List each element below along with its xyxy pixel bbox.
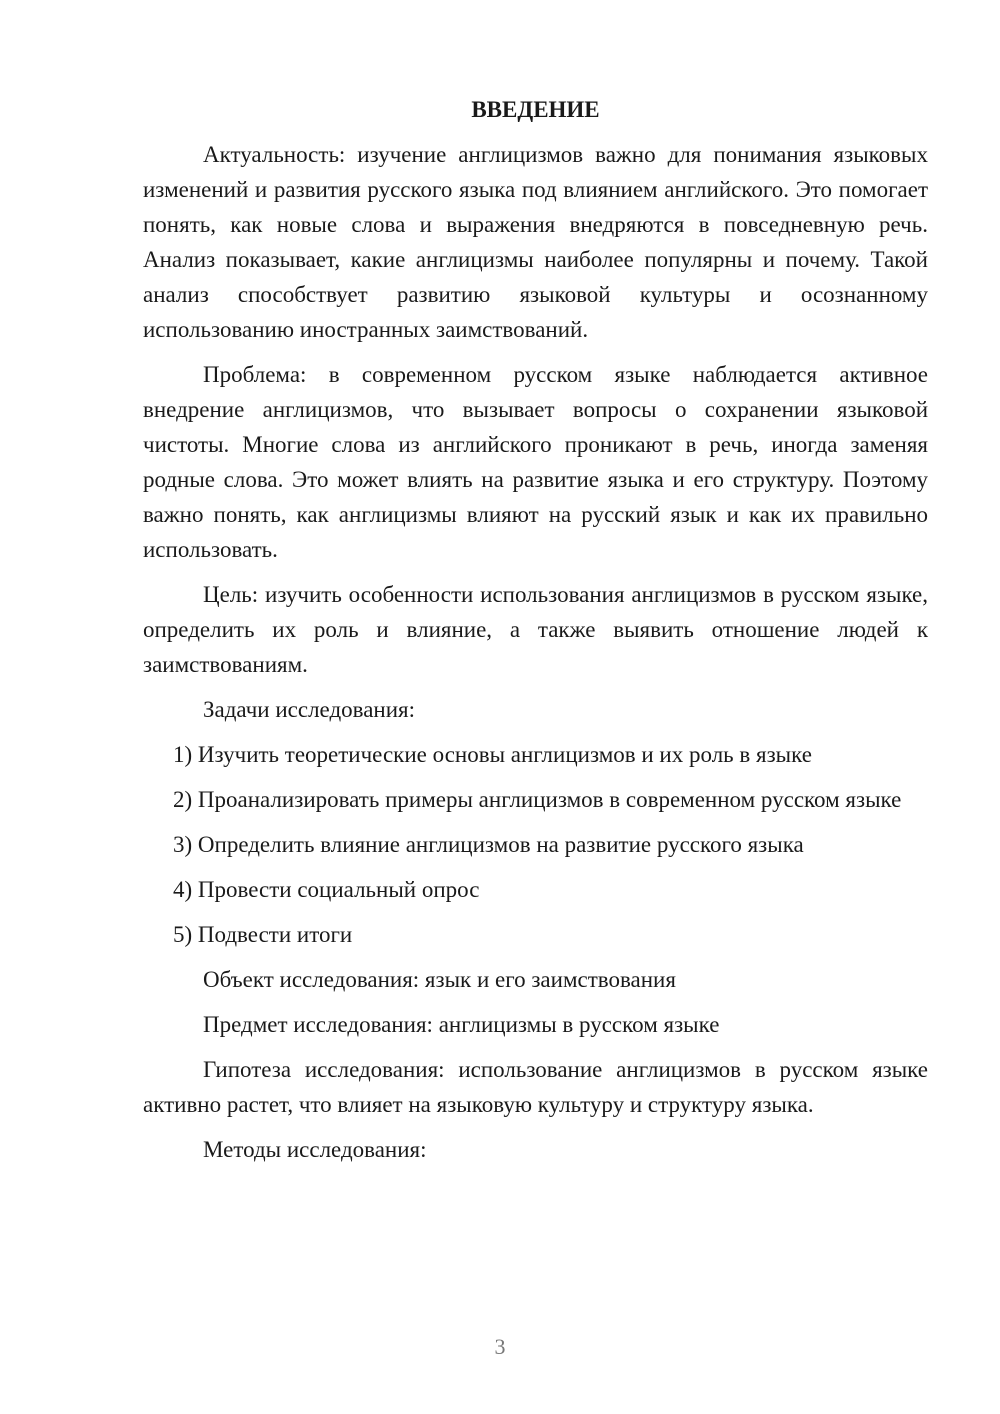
goal-paragraph: Цель: изучить особенности использования англицизмов в русском языке, определить их роль и влияние, а также выявить отношение людей к заимствованиям.: [143, 582, 928, 677]
list-item: 3) Определить влияние англицизмов на развитие русского языка: [173, 832, 804, 857]
object-paragraph: Объект исследования: язык и его заимствования: [203, 967, 676, 992]
problem-paragraph: Проблема: в современном русском языке наблюдается активное внедрение англицизмов, что вызывает вопросы о сохранении языковой чистоты. Многие слова из английского проникают в речь, иногда заменяя родные слова. Это может влиять на развитие языка и его структуру. Поэтому важно понять, как англицизмы влияют на русский язык и как их правильно использовать.: [143, 362, 928, 562]
list-item: 5) Подвести итоги: [173, 922, 353, 947]
page-title: ВВЕДЕНИЕ: [471, 97, 600, 122]
methods-title: Методы исследования:: [203, 1137, 427, 1162]
subject-paragraph: Предмет исследования: англицизмы в русском языке: [203, 1012, 720, 1037]
list-item: 4) Провести социальный опрос: [173, 877, 480, 902]
list-item: 2) Проанализировать примеры англицизмов в современном русском языке: [173, 787, 902, 812]
relevance-paragraph: Актуальность: изучение англицизмов важно для понимания языковых изменений и развития русского языка под влиянием английского. Это помогает понять, как новые слова и выражения внедряются в повседневную речь. Анализ показывает, какие англицизмы наиболее популярны и почему. Такой анализ способствует развитию языковой культуры и осознанному использованию иностранных заимствований.: [143, 142, 928, 342]
tasks-title: Задачи исследования:: [203, 697, 416, 722]
document-body: [143, 95, 928, 1177]
hypothesis-paragraph: Гипотеза исследования: использование англицизмов в русском языке активно растет, что влияет на языковую культуру и структуру языка.: [143, 1057, 928, 1117]
list-item: 1) Изучить теоретические основы англицизмов и их роль в языке: [173, 742, 812, 767]
page-number: 3: [494, 1334, 506, 1359]
